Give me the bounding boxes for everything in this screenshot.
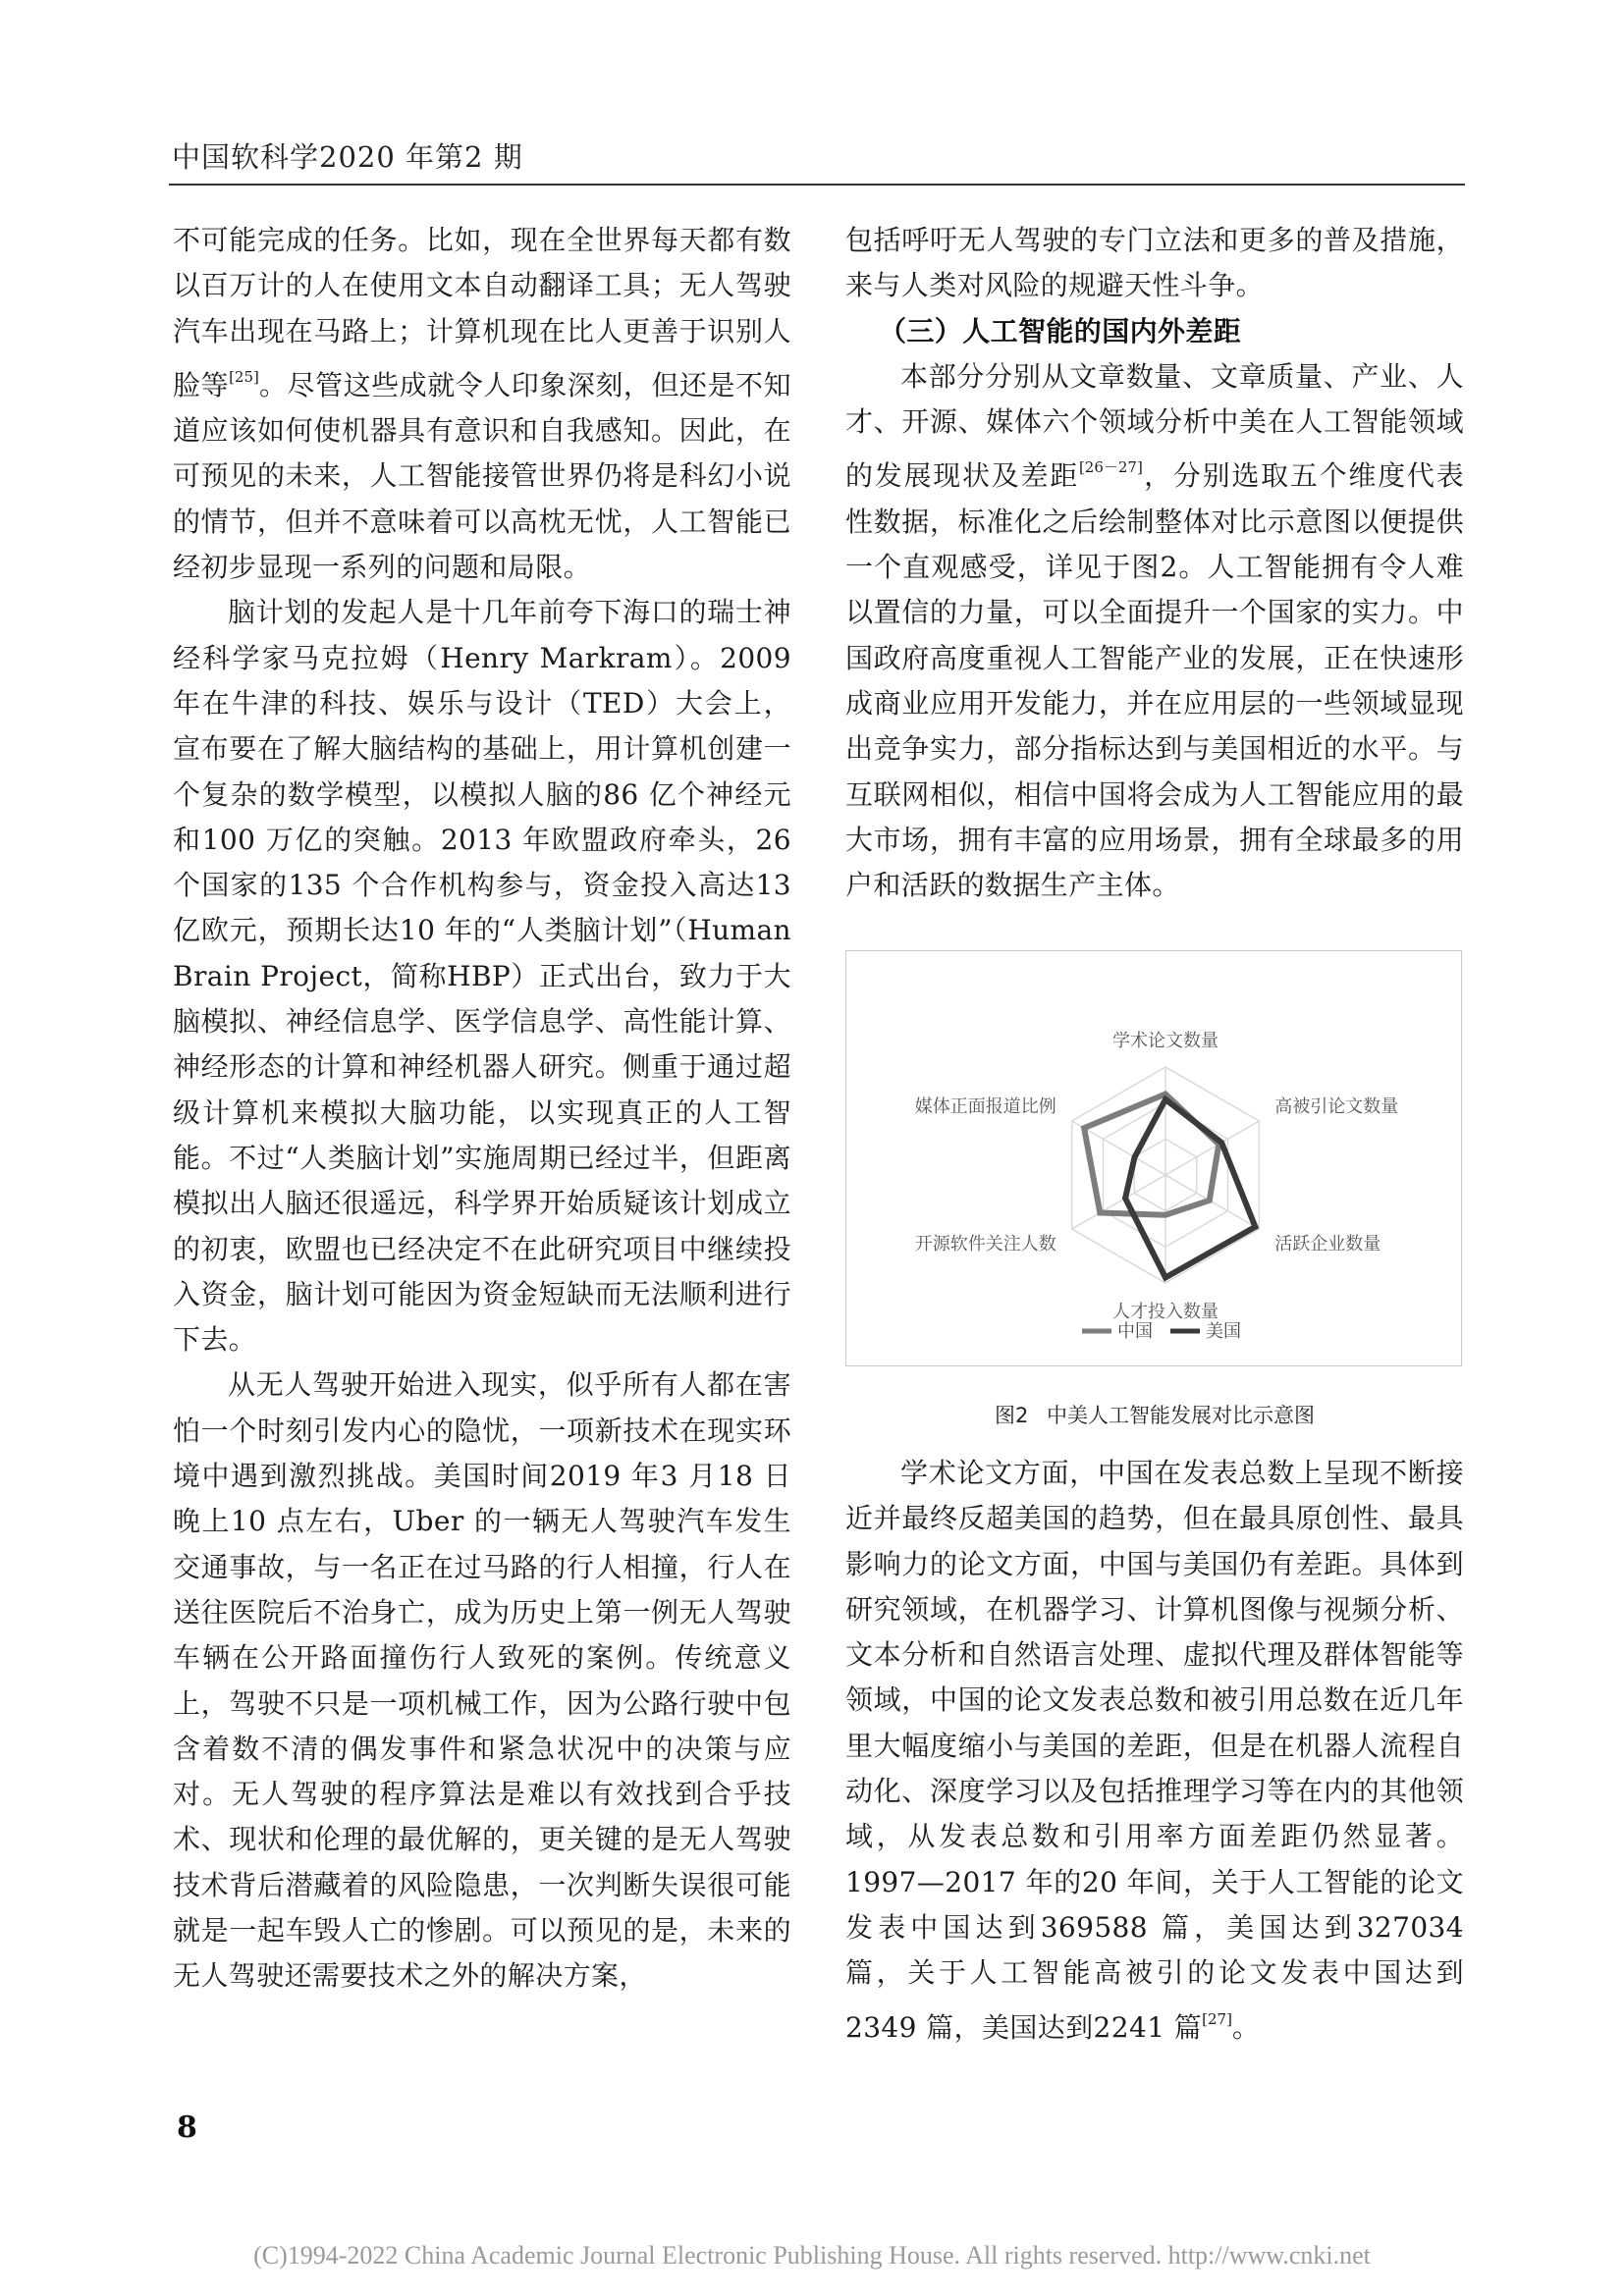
copyright-notice: (C)1994-2022 China Academic Journal Electronic Publishing House. All rights reserved. http://www.cnki.net	[253, 2241, 1371, 2269]
text-run: 不可能完成的任务。比如，现在全世界每天都有数以百万计的人在使用文本自动翻译工具；无人驾驶汽车出现在马路上；计算机现在比人更善于识别人脸等	[173, 224, 791, 401]
text-run: 。尽管这些成就令人印象深刻，但还是不知道应该如何使机器具有意识和自我感知。因此，在可预见的未来，人工智能接管世界仍将是科幻小说的情节，但并不意味着可以高枕无忧，人工智能已经初步显现一系列的问题和局限。	[173, 368, 791, 584]
paragraph: 脑计划的发起人是十几年前夸下海口的瑞士神经科学家马克拉姆（Henry Markram）。2009 年在牛津的科技、娱乐与设计（TED）大会上，宣布要在了解大脑结构的基础上，用计算机创建一个复杂的数学模型，以模拟人脑的86 亿个神经元和100 万亿的突触。2013 年欧盟政府牵头，26 个国家的135 个合作机构参与，资金投入高达13 亿欧元，预期长达10 年的“人类脑计划”（Human Brain Project，简称HBP）正式出台，致力于大脑模拟、神经信息学、医学信息学、高性能计算、神经形态的计算和神经机器人研究。侧重于通过超级计算机来模拟大脑功能，以实现真正的人工智能。不过“人类脑计划”实施周期已经过半，但距离模拟出人脑还很遥远，科学界开始质疑该计划成立的初衷，欧盟也已经决定不在此研究项目中继续投入资金，脑计划可能因为资金短缺而无法顺利进行下去。	[173, 596, 791, 1357]
axis-label: 学术论文数量	[1112, 1031, 1218, 1051]
paragraph: 从无人驾驶开始进入现实，似乎所有人都在害怕一个时刻引发内心的隐忧，一项新技术在现实环境中遇到激烈挑战。美国时间2019 年3 月18 日晚上10 点左右，Uber 的一辆无人驾驶汽车发生交通事故，与一名正在过马路的行人相撞，行人在送往医院后不治身亡，成为历史上第一例无人驾驶车辆在公开路面撞伤行人致死的案例。传统意义上，驾驶不只是一项机械工作，因为公路行驶中包含着数不清的偶发事件和紧急状况中的决策与应对。无人驾驶的程序算法是难以有效找到合乎技术、现状和伦理的最优解的，更关键的是无人驾驶技术背后潜藏着的风险隐患，一次判断失误很可能就是一起车毁人亡的惨剧。可以预见的是，未来的无人驾驶还需要技术之外的解决方案，	[173, 1368, 791, 1993]
page-number: 8	[177, 2110, 197, 2145]
right-column-top	[845, 218, 1464, 908]
citation-ref: [25]	[229, 367, 259, 386]
axis-label: 人才投入数量	[1112, 1302, 1218, 1322]
header-rule	[169, 184, 1465, 186]
axis-label: 高被引论文数量	[1274, 1096, 1399, 1117]
figure-caption-text: 中美人工智能发展对比示意图	[1047, 1404, 1316, 1427]
paragraph	[173, 218, 791, 590]
paragraph	[845, 354, 1464, 909]
legend-label: 中国	[1117, 1321, 1153, 1342]
text-run: ，分别选取五个维度代表性数据，标准化之后绘制整体对比示意图以便提供一个直观感受，详见于图2。人工智能拥有令人难以置信的力量，可以全面提升一个国家的实力。中国政府高度重视人工智能产业的发展，正在快速形成商业应用开发能力，并在应用层的一些领域显现出竞争实力，部分指标达到与美国相近的水平。与互联网相似，相信中国将会成为人工智能应用的最大市场，拥有丰富的应用场景，拥有全球最多的用户和活跃的数据生产主体。	[845, 459, 1465, 902]
section-heading: （三）人工智能的国内外差距	[879, 314, 1242, 347]
axis-label: 开源软件关注人数	[914, 1234, 1056, 1255]
left-column	[173, 218, 791, 2000]
series-line-usa	[1125, 1099, 1255, 1278]
axis-label: 活跃企业数量	[1274, 1234, 1381, 1255]
figure-caption	[845, 1400, 1464, 1429]
figure-radar-chart	[845, 950, 1462, 1366]
citation-ref: [26－27]	[1078, 458, 1143, 477]
text-run: 。	[1231, 2010, 1261, 2044]
text-run: 学术论文方面，中国在发表总数上呈现不断接近并最终反超美国的趋势，但在最具原创性、最具影响力的论文方面，中国与美国仍有差距。具体到研究领域，在机器学习、计算机图像与视频分析、文本分析和自然语言处理、虚拟代理及群体智能等领域，中国的论文发表总数和被引用总数在近几年里大幅度缩小与美国的差距，但是在机器人流程自动化、深度学习以及包括推理学习等在内的其他领域，从发表总数和引用率方面差距仍然显著。1997—2017 年的20 年间，关于人工智能的论文发表中国达到369588 篇，美国达到327034 篇，关于人工智能高被引的论文发表中国达到2349 篇，美国达到2241 篇	[845, 1457, 1464, 2044]
text-run: 本部分分别从文章数量、文章质量、产业、人才、开源、媒体六个领域分析中美在人工智能领域的发展现状及差距	[845, 359, 1464, 493]
axis-spoke	[1072, 1175, 1165, 1229]
series-line-china	[1084, 1095, 1218, 1215]
axis-label: 媒体正面报道比例	[914, 1096, 1056, 1117]
legend-label: 美国	[1206, 1321, 1241, 1342]
paragraph	[845, 1451, 1464, 2051]
figure-label: 图2	[994, 1404, 1029, 1427]
citation-ref: [27]	[1202, 2009, 1232, 2028]
running-head: 中国软科学2020 年第2 期	[172, 140, 523, 174]
right-column-bottom	[845, 1451, 1464, 2051]
radar-chart	[846, 951, 1463, 1367]
paragraph: 包括呼吁无人驾驶的专门立法和更多的普及措施，来与人类对风险的规避天性斗争。	[845, 224, 1464, 302]
